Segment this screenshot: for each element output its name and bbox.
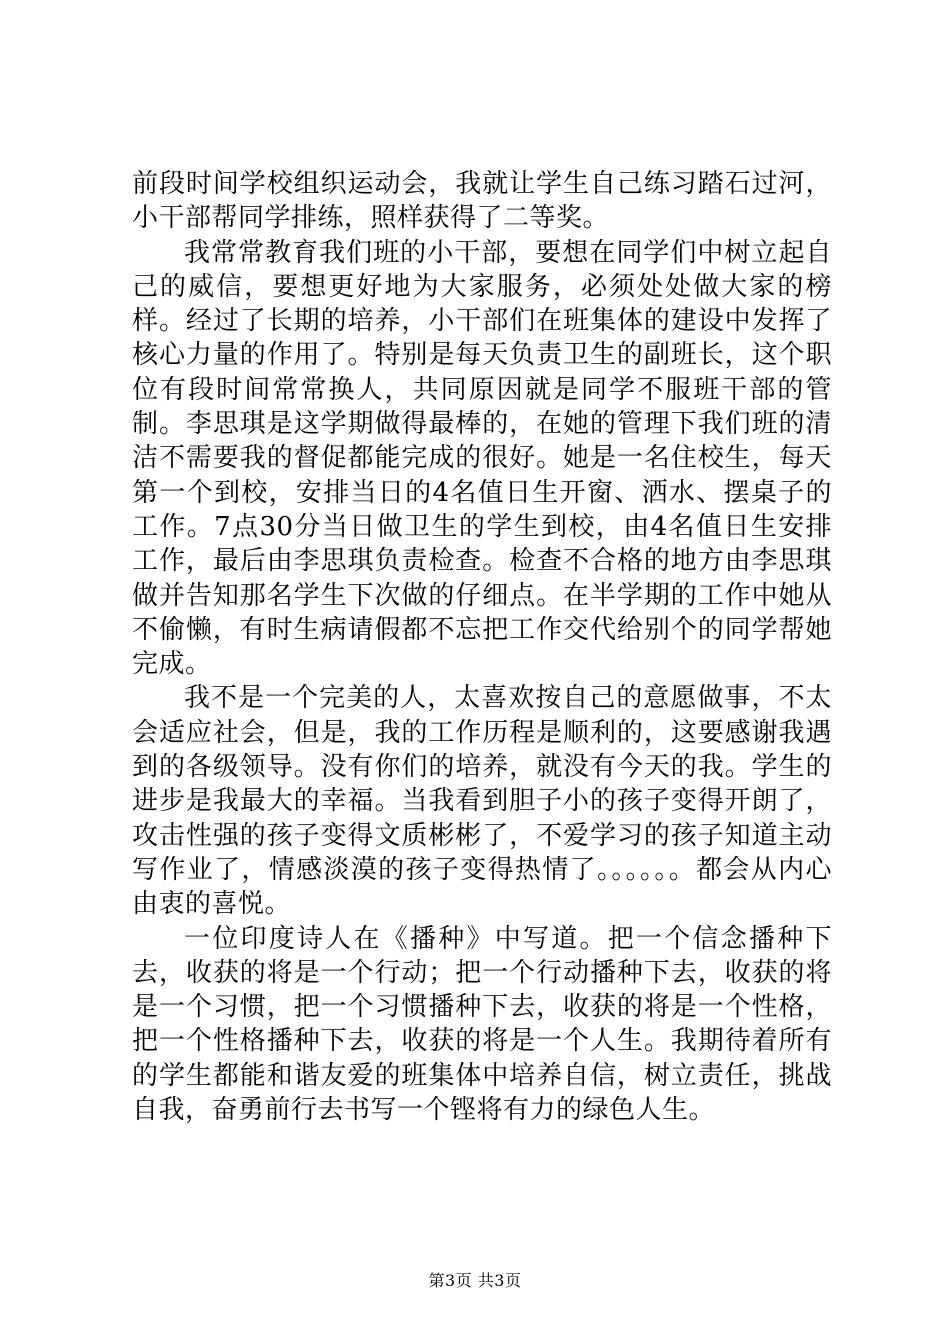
document-body (132, 167, 832, 1127)
page-number-footer: 第3页 共3页 (428, 1271, 522, 1290)
paragraph-reflection: 我不是一个完美的人，太喜欢按自己的意愿做事，不太会适应社会，但是，我的工作历程是顺利的，这要感谢我遇到的各级领导。没有你们的培养，就没有今天的我。学生的进步是我最大的幸福。当我看到胆子小的孩子变得开朗了，攻击性强的孩子变得文质彬彬了，不爱学习的孩子知道主动写作业了，情感淡漠的孩子变得热情了。。。。。。都会从内心由衷的喜悦。 (132, 683, 832, 920)
paragraph-continuation: 前段时间学校组织运动会，我就让学生自己练习踏石过河，小干部帮同学排练，照样获得了二等奖。 (132, 169, 832, 234)
paragraph-class-leaders: 我常常教育我们班的小干部，要想在同学们中树立起自己的威信，要想更好地为大家服务，必须处处做大家的榜样。经过了长期的培养，小干部们在班集体的建设中发挥了核心力量的作用了。特别是每天负责卫生的副班长，这个职位有段时间常常换人，共同原因就是同学不服班干部的管制。李思琪是这学期做得最棒的，在她的管理下我们班的清洁不需要我的督促都能完成的很好。她是一名住校生，每天第一个到校，安排当日的4名值日生开窗、洒水、摆桌子的工作。7点30分当日做卫生的学生到校，由4名值日生安排工作，最后由李思琪负责检查。检查不合格的地方由李思琪做并告知那名学生下次做的仔细点。在半学期的工作中她从不偷懒，有时生病请假都不忘把工作交代给别个的同学帮她完成。 (132, 237, 832, 680)
paragraph-closing-poem: 一位印度诗人在《播种》中写道。把一个信念播种下去，收获的将是一个行动；把一个行动播种下去，收获的将是一个习惯，把一个习惯播种下去，收获的将是一个性格，把一个性格播种下去，收获的将是一个人生。我期待着所有的学生都能和谐友爱的班集体中培养自信，树立责任，挑战自我，奋勇前行去书写一个铿将有力的绿色人生。 (132, 923, 832, 1126)
